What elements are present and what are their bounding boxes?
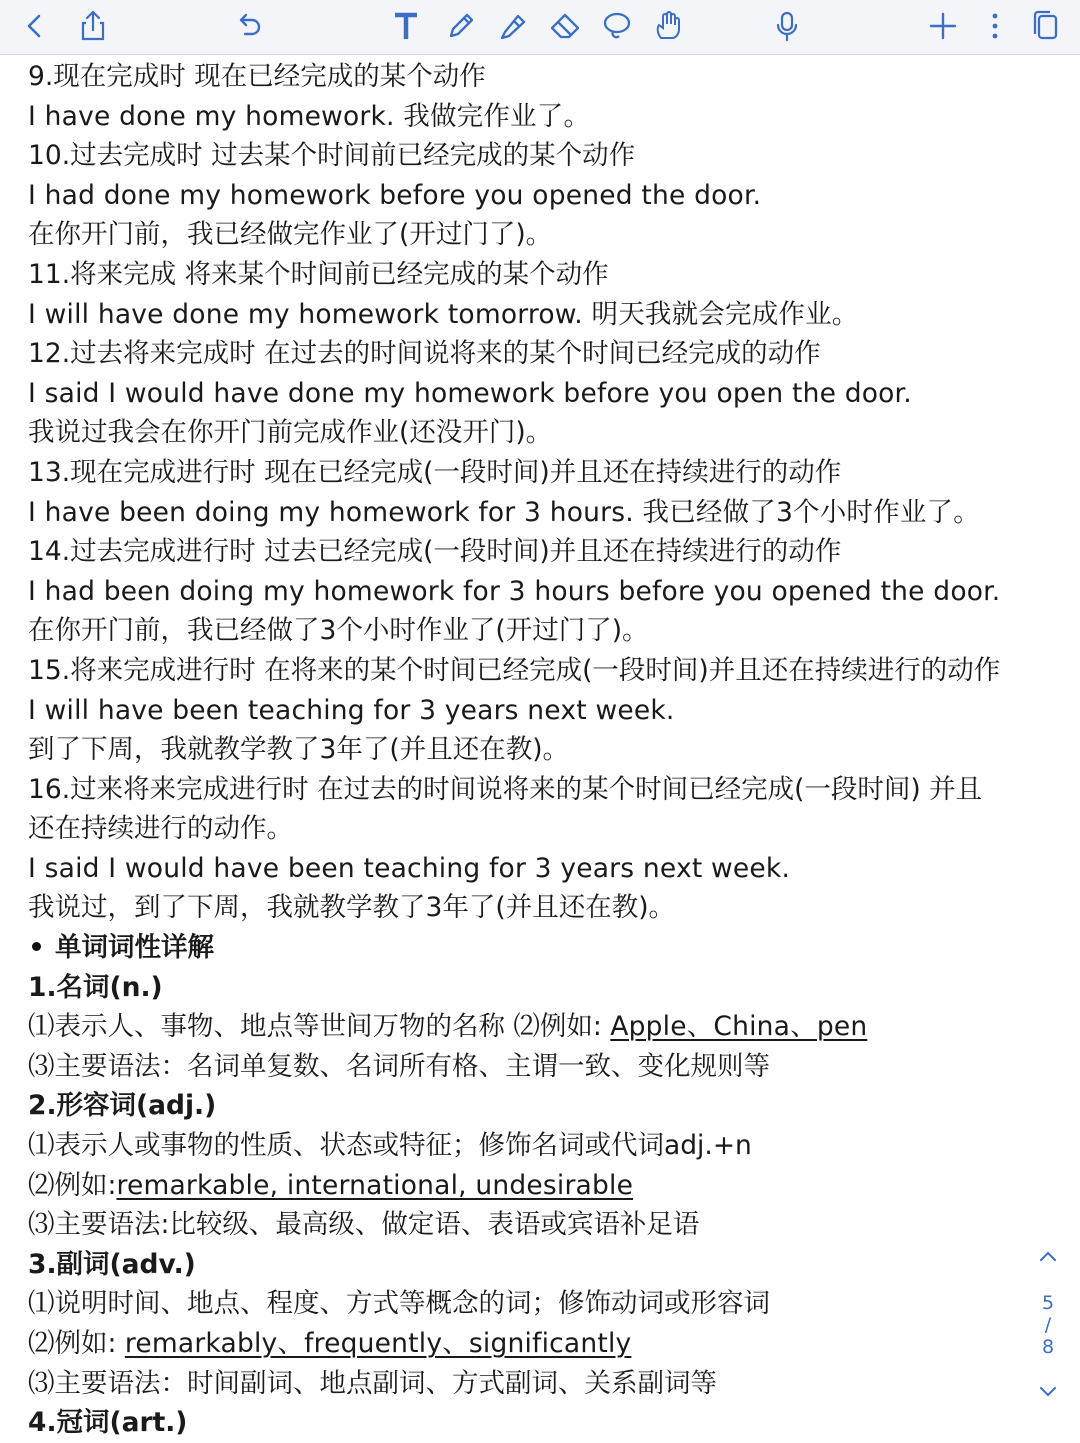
adverb-examples-line <box>28 1324 1058 1364</box>
top-toolbar <box>0 0 1080 55</box>
tense-14-example: I had been doing my homework for 3 hours before you opened the door. <box>28 575 1001 607</box>
tense-14-title: 14.过去完成进行时 过去已经完成(一段时间)并且还在持续进行的动作 <box>28 536 842 568</box>
noun-heading: 1.名词(n.) <box>28 971 163 1003</box>
tense-10-translation: 在你开门前，我已经做完作业了(开过门了)。 <box>28 219 553 251</box>
eraser-icon[interactable] <box>542 4 588 48</box>
tense-9-title: 9.现在完成时 现在已经完成的某个动作 <box>28 61 486 92</box>
undo-icon[interactable] <box>226 4 272 48</box>
article-heading: 4.冠词(art.) <box>28 1407 188 1439</box>
adjective-definition: ⑴表示人或事物的性质、状态或特征；修饰名词或代词adj.+n <box>28 1130 752 1162</box>
adverb-heading: 3.副词(adv.) <box>28 1248 196 1280</box>
adverb-grammar: ⑶主要语法：时间副词、地点副词、方式副词、关系副词等 <box>28 1367 717 1399</box>
chevron-down-icon[interactable] <box>1028 1380 1068 1407</box>
noun-definition <box>28 1007 1058 1047</box>
bullet-icon <box>32 942 41 951</box>
adjective-heading: 2.形容词(adj.) <box>28 1090 217 1122</box>
page-total: 8 <box>1041 1336 1055 1358</box>
tense-16-translation: 我说过，到了下周，我就教学教了3年了(并且还在教)。 <box>28 892 676 924</box>
tense-12-title: 12.过去将来完成时 在过去的时间说将来的某个时间已经完成的动作 <box>28 338 821 370</box>
noun-definition-text: ⑴表示人、事物、地点等世间万物的名称 ⑵例如: <box>28 1011 611 1043</box>
pen-icon[interactable] <box>438 4 484 48</box>
tense-15-example: I will have been teaching for 3 years next week. <box>28 694 675 726</box>
tense-16-title-cont: 还在持续进行的动作。 <box>28 813 293 845</box>
adverb-definition: ⑴说明时间、地点、程度、方式等概念的词；修饰动词或形容词 <box>28 1288 770 1320</box>
hand-icon[interactable] <box>645 4 691 48</box>
tense-12-translation: 我说过我会在你开门前完成作业(还没开门)。 <box>28 417 553 449</box>
adjective-examples: remarkable, international, undesirable <box>116 1169 634 1201</box>
section-heading-text: 单词词性详解 <box>55 932 214 964</box>
adverb-examples-label: ⑵例如: <box>28 1328 125 1359</box>
lasso-icon[interactable] <box>594 4 640 48</box>
more-vertical-icon[interactable] <box>972 4 1018 48</box>
tense-11-example: I will have done my homework tomorrow. 明天我就会完成作业。 <box>28 298 859 330</box>
microphone-icon[interactable] <box>764 4 810 48</box>
pages-icon[interactable] <box>1022 4 1068 48</box>
adverb-examples: remarkably、frequently、significantly <box>124 1328 632 1359</box>
text-tool-icon[interactable] <box>383 4 429 48</box>
tense-16-example: I said I would have been teaching for 3 years next week. <box>28 852 791 884</box>
tense-16-title: 16.过来将来完成进行时 在过去的时间说将来的某个时间已经完成(一段时间) 并且 <box>28 773 983 805</box>
share-icon[interactable] <box>70 4 116 48</box>
chevron-left-icon[interactable] <box>12 4 58 48</box>
page-current: 5 <box>1041 1292 1055 1314</box>
plus-icon[interactable] <box>920 4 966 48</box>
tense-15-translation: 到了下周，我就教学教了3年了(并且还在教)。 <box>28 734 570 766</box>
noun-grammar: ⑶主要语法：名词单复数、名词所有格、主谓一致、变化规则等 <box>28 1050 770 1082</box>
tense-15-title: 15.将来完成进行时 在将来的某个时间已经完成(一段时间)并且还在持续进行的动作 <box>28 654 1001 686</box>
section-heading <box>28 928 1058 968</box>
note-content <box>28 57 1058 1443</box>
adjective-examples-label: ⑵例如: <box>28 1169 117 1201</box>
adjective-examples-line <box>28 1166 1058 1206</box>
tense-10-example: I had done my homework before you opened the door. <box>28 179 762 211</box>
tense-9-example: I have done my homework. 我做完作业了。 <box>28 100 591 132</box>
tense-11-title: 11.将来完成 将来某个时间前已经完成的某个动作 <box>28 258 609 290</box>
noun-examples: Apple、China、pen <box>610 1011 868 1043</box>
tense-10-title: 10.过去完成时 过去某个时间前已经完成的某个动作 <box>28 140 636 172</box>
adjective-grammar: ⑶主要语法:比较级、最高级、做定语、表语或宾语补足语 <box>28 1209 700 1241</box>
highlighter-icon[interactable] <box>490 4 536 48</box>
page-separator: / <box>1044 1314 1052 1336</box>
tense-12-example: I said I would have done my homework before you open the door. <box>28 377 912 409</box>
tense-13-title: 13.现在完成进行时 现在已经完成(一段时间)并且还在持续进行的动作 <box>28 456 842 488</box>
tense-13-example: I have been doing my homework for 3 hours. 我已经做了3个小时作业了。 <box>28 496 980 528</box>
tense-14-translation: 在你开门前，我已经做了3个小时作业了(开过门了)。 <box>28 615 649 647</box>
chevron-up-icon[interactable] <box>1028 1246 1068 1273</box>
